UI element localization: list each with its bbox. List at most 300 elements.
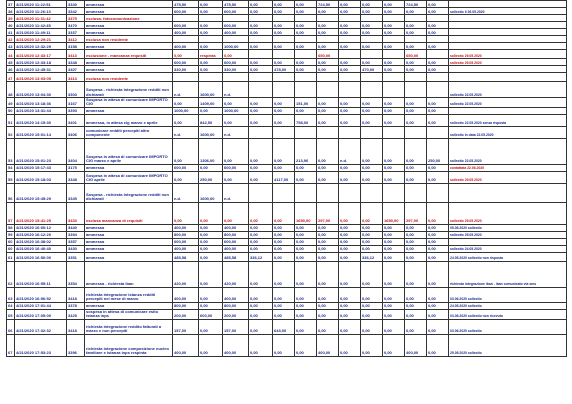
amount-l: 0,00 <box>427 261 449 287</box>
protocol-id: 3396 <box>67 334 85 356</box>
amount-c: 0,00 <box>223 98 249 108</box>
amount-j: 0,00 <box>383 22 405 29</box>
amount-i: 0,00 <box>361 138 383 164</box>
status-description: esclusa- fotocomunicazione <box>85 15 173 22</box>
status-description: esclusa non residente <box>85 73 173 82</box>
amount-a <box>173 73 199 82</box>
amount-c: n.d. <box>223 82 249 98</box>
amount-h <box>339 82 361 98</box>
timestamp: 4/21/2020 16:12:20 <box>15 231 67 238</box>
amount-a: 800,00 <box>173 302 199 309</box>
amount-c: n.d. <box>223 183 249 202</box>
amount-g <box>317 73 339 82</box>
amount-f <box>295 50 317 59</box>
amount-k: 0,00 <box>405 8 427 15</box>
protocol-id: 3337 <box>67 29 85 36</box>
table-row <box>7 238 567 245</box>
amount-g: 0,00 <box>317 302 339 309</box>
amount-i: 0,00 <box>361 22 383 29</box>
amount-b: 0,00 <box>199 238 223 245</box>
amount-c: 0,00 <box>223 202 249 224</box>
amount-b <box>199 73 223 82</box>
amount-c: 485,58 <box>223 252 249 261</box>
amount-j <box>383 82 405 98</box>
amount-i <box>361 36 383 43</box>
amount-e: 0,00 <box>273 114 295 126</box>
amount-a: 0,00 <box>173 138 199 164</box>
protocol-id: 3406 <box>67 126 85 138</box>
table-row <box>7 22 567 29</box>
amount-k: 0,00 <box>405 287 427 302</box>
timestamp: 4/21/2020 15:41:25 <box>15 202 67 224</box>
note-cell: 24.05.2020 sollecito non risposta <box>449 252 567 261</box>
note-cell <box>449 15 567 22</box>
amount-j: 0,00 <box>383 107 405 114</box>
amount-i: 0,00 <box>361 98 383 108</box>
amount-g: 0,00 <box>317 245 339 252</box>
amount-f: 0,00 <box>295 171 317 183</box>
note-cell: 03.06.2020 sollecito non ricevuto <box>449 309 567 319</box>
amount-h <box>339 36 361 43</box>
amount-c: 0,00 <box>223 114 249 126</box>
amount-j: 0,00 <box>383 224 405 231</box>
amount-k: 0,00 <box>405 43 427 50</box>
amount-g: 0,00 <box>317 98 339 108</box>
amount-l: 0,00 <box>427 319 449 334</box>
amount-d: 0,00 <box>249 319 273 334</box>
amount-e: 0,00 <box>273 252 295 261</box>
amount-j: 0,00 <box>383 8 405 15</box>
note-cell: sollecito 25.05.2020 <box>449 231 567 238</box>
amount-i <box>361 50 383 59</box>
status-description: sospesa in attesa di comunicare esito istanza inps <box>85 309 173 319</box>
amount-k <box>405 15 427 22</box>
status-description: ammessa <box>85 164 173 171</box>
amount-l: 0,00 <box>427 66 449 73</box>
note-cell: 03.06.2020 sollecito <box>449 287 567 302</box>
amount-h: 0,00 <box>339 66 361 73</box>
amount-b: 0,00 <box>199 261 223 287</box>
protocol-id: 3357 <box>67 238 85 245</box>
row-number: 51 <box>7 114 15 126</box>
amount-a: 400,00 <box>173 334 199 356</box>
amount-g: 0,00 <box>317 164 339 171</box>
timestamp: 4/21/2020 16:50:00 <box>15 252 67 261</box>
timestamp: 4/21/2020 13:31:44 <box>15 107 67 114</box>
amount-j: 0,00 <box>383 252 405 261</box>
table-row <box>7 245 567 252</box>
row-number: 47 <box>7 73 15 82</box>
amount-h <box>339 73 361 82</box>
table-row <box>7 202 567 224</box>
table-row <box>7 319 567 334</box>
amount-c: 600,00 <box>223 22 249 29</box>
status-description: ammessa <box>85 231 173 238</box>
timestamp: 4/21/2020 17:05:00 <box>15 309 67 319</box>
amount-f: 0,00 <box>295 231 317 238</box>
protocol-id: 3345 <box>67 183 85 202</box>
amount-a: 330,00 <box>173 66 199 73</box>
note-cell <box>449 107 567 114</box>
amount-b: 0,00 <box>199 164 223 171</box>
amount-b: 0,00 <box>199 59 223 66</box>
amount-l: 0,00 <box>427 22 449 29</box>
amount-a: 485,58 <box>173 252 199 261</box>
status-description: ammessa <box>85 302 173 309</box>
amount-g: 0,00 <box>317 66 339 73</box>
amount-d <box>249 126 273 138</box>
amount-e <box>273 36 295 43</box>
amount-g: 0,00 <box>317 309 339 319</box>
amount-f <box>295 15 317 22</box>
amount-j: 0,00 <box>383 66 405 73</box>
amount-j <box>383 50 405 59</box>
note-cell <box>449 73 567 82</box>
amount-j: 0,00 <box>383 114 405 126</box>
amount-b: 250,00 <box>199 171 223 183</box>
protocol-id: 3303 <box>67 82 85 98</box>
protocol-id: 3407 <box>67 66 85 73</box>
amount-a: 600,00 <box>173 238 199 245</box>
amount-c: 1000,00 <box>223 43 249 50</box>
status-description: ammessa <box>85 238 173 245</box>
amount-d: 0,00 <box>249 107 273 114</box>
row-number: 64 <box>7 302 15 309</box>
amount-h: 0,00 <box>339 287 361 302</box>
amount-k: 0,00 <box>405 245 427 252</box>
amount-k: 400,00 <box>405 334 427 356</box>
amount-c: 475,50 <box>223 1 249 8</box>
amount-b: 0,00 <box>199 302 223 309</box>
status-description: Sospesa in attesa di comunicare IMPORTO CIG aprile <box>85 171 173 183</box>
amount-c: n.d. <box>223 126 249 138</box>
amount-a: 420,00 <box>173 261 199 287</box>
protocol-id: 3470 <box>67 22 85 29</box>
amount-h: 0,00 <box>339 261 361 287</box>
amount-c: 400,00 <box>223 29 249 36</box>
amount-f: 0,00 <box>295 238 317 245</box>
protocol-id: 3412 <box>67 36 85 43</box>
amount-k: 0,00 <box>405 98 427 108</box>
amount-g <box>317 126 339 138</box>
amount-k: 0,00 <box>405 138 427 164</box>
amount-h: 0,00 <box>339 238 361 245</box>
amount-c: 600,00 <box>223 238 249 245</box>
amount-h: 0,00 <box>339 22 361 29</box>
protocol-id: 3430 <box>67 245 85 252</box>
amount-h: 0,00 <box>339 202 361 224</box>
amount-e: 0,00 <box>273 245 295 252</box>
amount-i: 0,00 <box>361 309 383 319</box>
note-cell: sollecito 22.05.2020 <box>449 98 567 108</box>
amount-e: 0,00 <box>273 29 295 36</box>
table-row <box>7 114 567 126</box>
amount-j: 0,00 <box>383 238 405 245</box>
amount-e: 0,00 <box>273 164 295 171</box>
amount-l <box>427 82 449 98</box>
amount-d: 0,00 <box>249 245 273 252</box>
table-row <box>7 43 567 50</box>
amount-c <box>223 15 249 22</box>
status-description: comunicare redditi percepiti altro componente <box>85 126 173 138</box>
amount-d: 0,00 <box>249 43 273 50</box>
note-cell: contattata 22.06.2020 <box>449 164 567 171</box>
amount-c: 600,00 <box>223 164 249 171</box>
amount-l: 0,00 <box>427 252 449 261</box>
amount-d: 336,12 <box>249 252 273 261</box>
amount-k <box>405 82 427 98</box>
amount-h <box>339 183 361 202</box>
amount-d: 0,00 <box>249 22 273 29</box>
amount-d: 0,00 <box>249 164 273 171</box>
table-row <box>7 252 567 261</box>
amount-l: 0,00 <box>427 238 449 245</box>
amount-e <box>273 73 295 82</box>
amount-h: 0,00 <box>339 252 361 261</box>
amount-f: 0,00 <box>295 287 317 302</box>
amount-j: 0,00 <box>383 302 405 309</box>
row-number: 52 <box>7 126 15 138</box>
amount-e: 0,00 <box>273 1 295 8</box>
amount-f: 0,00 <box>295 224 317 231</box>
amount-f: 0,00 <box>295 309 317 319</box>
amount-l: 0,00 <box>427 114 449 126</box>
amount-i: 336,12 <box>361 252 383 261</box>
amount-h <box>339 15 361 22</box>
amount-b: 0,00 <box>199 8 223 15</box>
amount-l: 0,00 <box>427 202 449 224</box>
protocol-id: 3404 <box>67 138 85 164</box>
timestamp: 4/21/2020 16:38:02 <box>15 238 67 245</box>
amount-l <box>427 50 449 59</box>
amount-g: 0,00 <box>317 171 339 183</box>
row-number: 56 <box>7 183 15 202</box>
amount-f: 0,00 <box>295 22 317 29</box>
amount-g: 0,00 <box>317 252 339 261</box>
amount-g: 0,00 <box>317 22 339 29</box>
amount-c: 0,00 <box>223 138 249 164</box>
amount-i: 0,00 <box>361 238 383 245</box>
row-number: 62 <box>7 261 15 287</box>
amount-l: 0,00 <box>427 302 449 309</box>
amount-e <box>273 15 295 22</box>
amount-i: 0,00 <box>361 224 383 231</box>
amount-d: 0,00 <box>249 309 273 319</box>
amount-c: 400,00 <box>223 224 249 231</box>
amount-d: 0,00 <box>249 59 273 66</box>
amount-l: 0,00 <box>427 8 449 15</box>
amount-a: 0,00 <box>173 114 199 126</box>
status-description: esclusa non residente <box>85 36 173 43</box>
timestamp: 4/21/2020 11:26:13 <box>15 8 67 15</box>
amount-l: 0,00 <box>427 164 449 171</box>
amount-f: 0,00 <box>295 319 317 334</box>
amount-h: 0,00 <box>339 59 361 66</box>
amount-j: 0,00 <box>383 245 405 252</box>
protocol-id: 3440 <box>67 224 85 231</box>
timestamp: 4/21/2020 13:18:36 <box>15 98 67 108</box>
amount-j: 0,00 <box>383 43 405 50</box>
amount-i: 0,00 <box>361 302 383 309</box>
note-cell: richiesta integrazione iban - iban comunicato via sms <box>449 261 567 287</box>
amount-c: 800,00 <box>223 302 249 309</box>
amount-g: 0,00 <box>317 114 339 126</box>
amount-g: 724,50 <box>317 1 339 8</box>
amount-i: 0,00 <box>361 107 383 114</box>
table-row <box>7 15 567 22</box>
protocol-id: 3425 <box>67 309 85 319</box>
row-number: 66 <box>7 319 15 334</box>
amount-d <box>249 15 273 22</box>
amount-k <box>405 126 427 138</box>
row-number: 50 <box>7 107 15 114</box>
amount-f: 0,00 <box>295 8 317 15</box>
note-cell: sollecito in data 22.05.2020 <box>449 126 567 138</box>
amount-l: 0,00 <box>427 43 449 50</box>
amount-c: 420,00 <box>223 261 249 287</box>
amount-f: 0,00 <box>295 252 317 261</box>
amount-d: 0,00 <box>249 334 273 356</box>
amount-h: 0,00 <box>339 334 361 356</box>
amount-e: 0,00 <box>273 8 295 15</box>
amount-l: 250,00 <box>427 138 449 164</box>
amount-e: 0,00 <box>273 224 295 231</box>
table-row <box>7 59 567 66</box>
note-cell: 25.05.2020 sollecito <box>449 334 567 356</box>
amount-i <box>361 82 383 98</box>
table-row <box>7 8 567 15</box>
amount-j <box>383 73 405 82</box>
amount-c: 0,00 <box>223 50 249 59</box>
amount-a: 475,50 <box>173 1 199 8</box>
amount-f: 0,00 <box>295 66 317 73</box>
amount-j: 0,00 <box>383 1 405 8</box>
table-row <box>7 29 567 36</box>
amount-d: 0,00 <box>249 98 273 108</box>
amount-d <box>249 50 273 59</box>
amount-b: 0,00 <box>199 231 223 238</box>
amount-g: 0,00 <box>317 261 339 287</box>
amount-f: 0,00 <box>295 43 317 50</box>
protocol-id: 3351 <box>67 252 85 261</box>
protocol-id: 3340 <box>67 1 85 8</box>
protocol-id: 3393 <box>67 107 85 114</box>
timestamp: 4/21/2020 16:40:40 <box>15 245 67 252</box>
table-row <box>7 126 567 138</box>
status-description: richiesta integrazione composizione nucleo familiare e istanza inps respinta <box>85 334 173 356</box>
timestamp: 4/21/2020 15:01:23 <box>15 138 67 164</box>
amount-k: 0,00 <box>405 309 427 319</box>
protocol-id: 3175 <box>67 164 85 171</box>
amount-k: 297,00 <box>405 202 427 224</box>
amount-h: 0,00 <box>339 107 361 114</box>
status-description: ammessa, in attesa cig marzo e aprile <box>85 114 173 126</box>
amount-c: 157,00 <box>223 319 249 334</box>
status-description: ammessa <box>85 22 173 29</box>
timestamp: 4/21/2020 11:49:11 <box>15 29 67 36</box>
amount-l <box>427 15 449 22</box>
amount-e: 0,00 <box>273 309 295 319</box>
amount-a: n.d. <box>173 183 199 202</box>
amount-d <box>249 82 273 98</box>
row-number: 45 <box>7 59 15 66</box>
status-description: ammessa <box>85 8 173 15</box>
amount-h: 0,00 <box>339 309 361 319</box>
status-description: ammessa <box>85 252 173 261</box>
timestamp: 4/21/2020 11:42:45 <box>15 22 67 29</box>
table-row <box>7 138 567 164</box>
amount-d: 0,00 <box>249 114 273 126</box>
amount-l: 0,00 <box>427 245 449 252</box>
table-row <box>7 66 567 73</box>
amount-k: 0,00 <box>405 261 427 287</box>
amount-d: 0,00 <box>249 302 273 309</box>
amount-b: 0,00 <box>199 29 223 36</box>
amount-g <box>317 36 339 43</box>
row-number: 55 <box>7 171 15 183</box>
amount-b: respinta <box>199 50 223 59</box>
amount-a: 157,00 <box>173 319 199 334</box>
amount-i: 0,00 <box>361 202 383 224</box>
amount-i: 0,00 <box>361 1 383 8</box>
note-cell: 05.06.2020 sollecito <box>449 224 567 231</box>
amount-b <box>199 36 223 43</box>
amount-g: 0,00 <box>317 43 339 50</box>
amount-e: 0,00 <box>273 138 295 164</box>
table-row <box>7 334 567 356</box>
row-number: 38 <box>7 8 15 15</box>
amount-e <box>273 126 295 138</box>
amount-b: 0,00 <box>199 224 223 231</box>
table-row <box>7 98 567 108</box>
amount-i: 0,00 <box>361 261 383 287</box>
amount-b: 1409,00 <box>199 98 223 108</box>
table-row <box>7 50 567 59</box>
amount-g: 650,00 <box>317 50 339 59</box>
status-description: ammessa <box>85 29 173 36</box>
row-number: 43 <box>7 43 15 50</box>
amount-g <box>317 183 339 202</box>
amount-j <box>383 183 405 202</box>
amount-g: 0,00 <box>317 107 339 114</box>
status-description: Sospesa in attesa di comunicare IMPORTO CIG marzo e aprile <box>85 138 173 164</box>
status-description: esclusa mancanza di requisiti <box>85 202 173 224</box>
protocol-id: 3413 <box>67 73 85 82</box>
table-row <box>7 82 567 98</box>
amount-j <box>383 36 405 43</box>
status-description: richiesta integrazione reddito fatturati a marzo e non percepiti <box>85 319 173 334</box>
protocol-id: 3394 <box>67 231 85 238</box>
status-description: ammessa <box>85 43 173 50</box>
amount-f <box>295 82 317 98</box>
note-cell <box>449 1 567 8</box>
timestamp: 4/21/2020 12:29:21 <box>15 36 67 43</box>
amount-h <box>339 126 361 138</box>
amount-i: 0,00 <box>361 8 383 15</box>
amount-g <box>317 82 339 98</box>
row-number: 65 <box>7 309 15 319</box>
amount-d: 0,00 <box>249 138 273 164</box>
timestamp: 4/21/2020 16:56:52 <box>15 287 67 302</box>
row-number: 61 <box>7 252 15 261</box>
protocol-id: 3342 <box>67 8 85 15</box>
amount-l: 0,00 <box>427 171 449 183</box>
amount-a: 0,00 <box>173 202 199 224</box>
status-description: ammessa <box>85 224 173 231</box>
note-cell <box>449 43 567 50</box>
amount-e: 0,00 <box>273 59 295 66</box>
status-description: ammessa <box>85 1 173 8</box>
